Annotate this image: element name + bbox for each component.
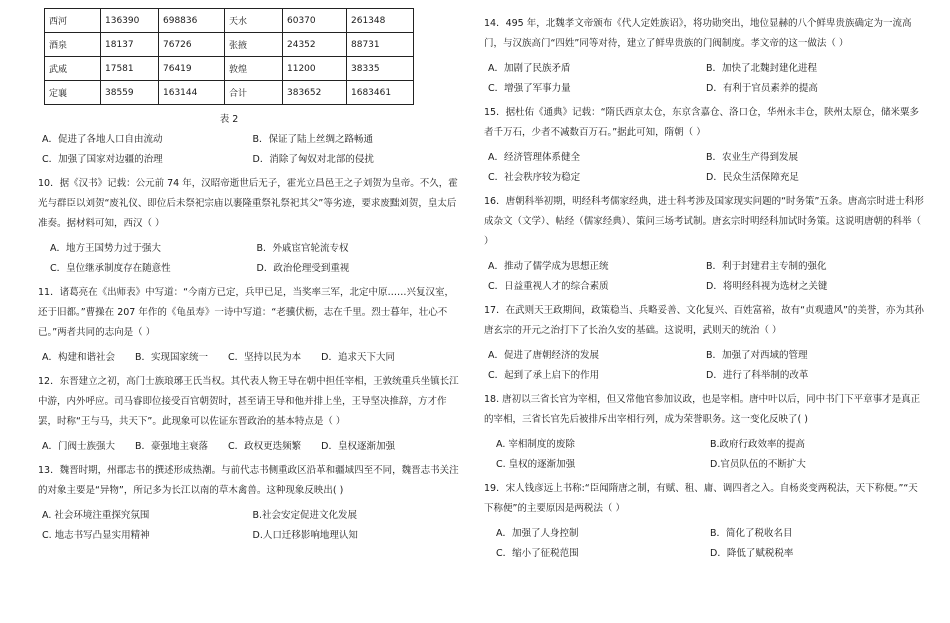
option-a[interactable]: A．门阀士族强大 [42,441,115,452]
table-row [45,57,414,81]
table-cell: 163144 [159,81,225,105]
question-19: 19．宋人钱彦远上书称:“臣闻隋唐之制，有赋、租、庸、调四者之入。自杨炎变两税法，天下称便。”“天下称便”的主要原因是两税法（ ） [484,483,918,514]
option-b[interactable]: B．保证了陆上丝绸之路畅通 [252,134,374,145]
option-d[interactable]: D．追求天下大同 [321,352,395,363]
q16-options [484,257,924,297]
question-10: 10．据《汉书》记载：公元前 74 年，汉昭帝逝世后无子，霍光立昌邑王之子刘贺为皇帝。不久，霍光与群臣以刘贺“废礼仪、即位后未祭祀宗庙以裹隆重祭礼祭祀其父”等劣迹，要求废黜刘贺，皇太后准奏。据材料可知，西汉（ ） [38,178,458,229]
option-c[interactable]: C．起到了承上启下的作用 [488,370,600,381]
table-cell: 38559 [101,81,159,105]
option-c[interactable]: C．增强了军事力量 [488,83,571,94]
option-d[interactable]: D．降低了赋税税率 [710,548,794,559]
table-cell: 17581 [101,57,159,81]
question-15: 15．据杜佑《通典》记载：“隋氏西京太仓，东京含嘉仓、洛口仓，华州永丰仓，陕州太原仓，储米粟多者千万石，少者不减数百万石。”据此可知，隋朝（ ） [484,107,920,138]
option-b[interactable]: B．加快了北魏封建化进程 [706,63,818,74]
question-16: 16．唐朝科举初期，明经科考儒家经典，进士科考涉及国家现实问题的“时务策”五条。唐高宗时进士科形成杂文（文学）、帖经（儒家经典）、策问三场考试制。唐玄宗时明经科加试时务策。这说明唐朝的科举（ ） [484,196,924,247]
option-a[interactable]: A．经济管理体系健全 [488,152,580,163]
option-d[interactable]: D．将明经科视为选材之关键 [706,281,828,292]
option-b[interactable]: B.政府行政效率的提高 [710,439,806,450]
option-c[interactable]: C．缩小了征税范围 [496,548,579,559]
question-14: 14．495 年，北魏孝文帝颁布《代人定姓族诏》，将功勋突出，地位显赫的八个鲜卑贵族确定为一流高门，与汉族高门“四姓”同等对待，建立了鲜卑贵族的门阀制度。孝文帝的这一做法（ ） [484,18,912,49]
q10-options [38,239,463,279]
option-d[interactable]: D．政治伦理受到重视 [256,263,350,274]
table-cell: 定襄 [45,81,101,105]
question-17: 17．在武则天王政期间，政策稳当、兵略妥善、文化复兴、百姓富裕，故有“贞观遗风”的美誉，亦为其孙唐玄宗的开元之治打下了长治久安的基础。这说明，武则天的统治（ ） [484,305,924,336]
table-cell: 合计 [225,81,283,105]
option-c[interactable]: C．加强了国家对边疆的治理 [42,154,163,165]
table-cell: 武威 [45,57,101,81]
table-cell: 76419 [159,57,225,81]
option-a[interactable]: A．加剧了民族矛盾 [488,63,571,74]
option-a[interactable]: A．构建和谐社会 [42,352,115,363]
option-c[interactable]: C．政权更迭频繁 [228,441,302,452]
table-cell: 1683461 [347,81,414,105]
q18-options [484,435,924,475]
table-cell: 酒泉 [45,33,101,57]
option-a[interactable]: A．地方王国势力过于强大 [50,243,161,254]
option-d[interactable]: D．民众生活保障充足 [706,172,799,183]
q14-options [484,59,924,99]
table-cell: 天水 [225,9,283,33]
q12-options [38,437,463,457]
q17-options [484,346,924,386]
table-row [45,33,414,57]
option-b[interactable]: B．利于封建君主专制的强化 [706,261,827,272]
table-cell: 敦煌 [225,57,283,81]
option-c[interactable]: C. 地志书写凸显实用精神 [42,530,150,541]
option-b[interactable]: B．简化了税收名目 [710,528,793,539]
table-cell: 76726 [159,33,225,57]
q11-options [38,348,463,368]
option-a[interactable]: A．促进了各地人口自由流动 [42,134,163,145]
table-cell: 60370 [283,9,347,33]
option-d[interactable]: D．有利于官员素养的提高 [706,83,818,94]
table-cell: 西河 [45,9,101,33]
q15-options [484,148,924,188]
question-12: 12．东晋建立之初，高门士族琅琊王氏当权。其代表人物王导在朝中担任宰相，王敦统重兵坐镇长江中游，内外呼应。司马睿即位接受百官朝贺时，甚至请王导和他并排上坐，王导坚决推辞，方才作罢，时称“王与马，共天下”。此现象可以佐证东晋政治的基本特点是（ ） [38,376,459,427]
option-b[interactable]: B.社会安定促进文化发展 [252,510,358,521]
option-c[interactable]: C. 皇权的逐渐加强 [496,459,576,470]
table-cell: 11200 [283,57,347,81]
right-column [484,10,924,566]
q9-options [38,130,463,170]
table-cell: 24352 [283,33,347,57]
option-b[interactable]: B．外戚宦官轮流专权 [256,243,349,254]
question-18: 18. 唐初以三省长官为宰相，但又常他官参加议政，也是宰相。唐中叶以后，同中书门下平章事才是真正的宰相，三省长官先后被排斥出宰相行列，成为荣誉职务。这一变化反映了( ) [484,394,921,425]
option-a[interactable]: A．推动了儒学成为思想正统 [488,261,609,272]
question-11: 11．诸葛亮在《出师表》中写道：“今南方已定，兵甲已足，当奖率三军，北定中原……兴复汉室，还于旧都。”曹操在 207 年作的《龟虽寿》一诗中写道：“老骥伏枥，志在千里。烈士暮年，壮心不已。”两者共同的志向是（ ） [38,287,455,338]
table-caption: 表 2 [219,114,239,125]
option-a[interactable]: A．加强了人身控制 [496,528,579,539]
option-d[interactable]: D.官员队伍的不断扩大 [710,459,806,470]
option-c[interactable]: C．皇位继承制度存在随意性 [50,263,171,274]
option-d[interactable]: D．进行了科举制的改革 [706,370,809,381]
option-a[interactable]: A. 宰相制度的废除 [496,439,575,450]
option-c[interactable]: C．社会秩序较为稳定 [488,172,581,183]
option-a[interactable]: A. 社会环境注重探究氛围 [42,510,150,521]
option-b[interactable]: B．农业生产得到发展 [706,152,799,163]
table-cell: 88731 [347,33,414,57]
q13-options [38,506,463,546]
table-cell: 136390 [101,9,159,33]
option-b[interactable]: B．豪强地主衰落 [135,441,209,452]
table-cell: 18137 [101,33,159,57]
population-table [44,8,414,105]
table-cell: 38335 [347,57,414,81]
option-b[interactable]: B．加强了对西域的管理 [706,350,808,361]
table-cell: 383652 [283,81,347,105]
option-b[interactable]: B．实现国家统一 [135,352,209,363]
option-d[interactable]: D.人口迁移影响地理认知 [252,530,358,541]
table-row [45,81,414,105]
table-row [45,9,414,33]
left-column [38,0,463,548]
option-a[interactable]: A．促进了唐朝经济的发展 [488,350,599,361]
table-cell: 261348 [347,9,414,33]
option-d[interactable]: D．消除了匈奴对北部的侵扰 [252,154,374,165]
option-c[interactable]: C．坚持以民为本 [228,352,302,363]
question-13: 13．魏晋时期，州郡志书的撰述形成热潮。与前代志书侧重政区沿革和疆域四至不同，魏晋志书关注的对象主要是“异物”，所记多为长江以南的草木禽兽。这种现象反映出( ) [38,465,459,496]
option-c[interactable]: C．日益重视人才的综合素质 [488,281,609,292]
table-cell: 698836 [159,9,225,33]
q19-options [484,524,924,564]
option-d[interactable]: D．皇权逐渐加强 [321,441,395,452]
table-cell: 张掖 [225,33,283,57]
